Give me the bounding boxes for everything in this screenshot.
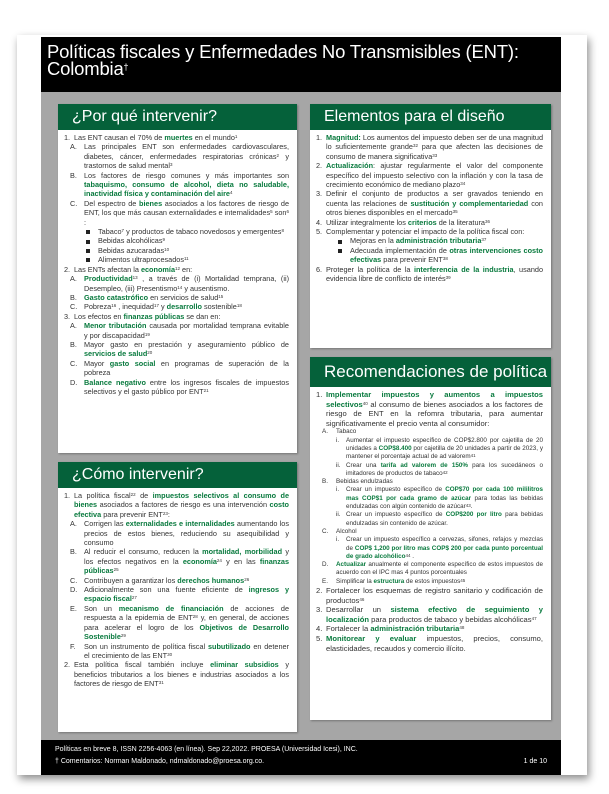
title-text: Políticas fiscales y Enfermedades No Transmisibles (ENT): Colombia	[47, 41, 519, 79]
body-text: Mayor gasto en prestación y aseguramiento público de	[84, 339, 289, 349]
footnote-ref: 14	[177, 284, 183, 290]
list-item	[316, 246, 543, 265]
section-body	[310, 387, 551, 657]
bullet-icon	[86, 246, 90, 255]
section-body	[310, 130, 551, 288]
document-footer	[41, 740, 561, 775]
bullet-icon	[86, 236, 90, 245]
body-text: Aumentar el impuesto específico de COP$2.800 por cajetilla de 20 unidades a	[346, 436, 543, 452]
body-text: Desarrollar un	[326, 605, 391, 615]
footnote-ref: 26	[244, 576, 250, 582]
highlight-text: subutilizado	[207, 641, 251, 651]
list-marker: ii.	[336, 511, 341, 519]
highlight-text: eliminar subsidios	[210, 660, 279, 670]
section-body	[58, 488, 297, 693]
list-item	[64, 171, 289, 199]
footnote-ref: 34	[460, 181, 466, 187]
list-marker: E.	[70, 603, 77, 613]
body-text: en el mundo	[192, 133, 235, 142]
bullet-icon	[338, 246, 342, 255]
section-heading: ¿Por qué intervenir?	[58, 104, 297, 130]
body-text: Utilizar integralmente los	[326, 217, 408, 227]
title-footnote-mark: †	[123, 62, 129, 72]
footnote-ref: 21	[203, 387, 209, 393]
footnote-ref: 13	[132, 275, 138, 281]
comments-contact: † Comentarios: Norman Maldonado, ndmaldonado@proesa.org.co.	[55, 758, 265, 765]
body-text: y beneficios tributarios a los bienes e industrias asociados a los factores de riesgo de ENT	[74, 660, 289, 689]
list-marker: B.	[322, 478, 328, 486]
body-text: Crear un impuesto específico de	[346, 486, 446, 494]
document-header	[41, 37, 561, 92]
body-text: Pobreza	[84, 302, 112, 312]
list-marker: 4.	[316, 217, 323, 227]
list-marker: 4.	[316, 624, 323, 634]
body-text: Las ENTs afectan la	[74, 264, 141, 274]
footnote-ref: 44	[405, 552, 411, 558]
footnote-ref: 36	[485, 218, 491, 224]
footnote-ref: 43	[465, 503, 471, 509]
footnote-ref: 32	[412, 143, 418, 149]
list-marker: C.	[70, 575, 78, 585]
list-marker: 1.	[316, 390, 323, 399]
citation-text: Políticas en breve 8, ISSN 2256-4063 (en línea). Sep 22,2022. PROESA (Universidad Icesi), INC.	[55, 746, 358, 753]
body-text: La política fiscal	[74, 491, 131, 500]
footnote-ref: 2	[276, 152, 279, 158]
section-heading: Recomendaciones de política	[310, 357, 551, 387]
list-marker: 2.	[64, 264, 71, 274]
list-item	[316, 478, 543, 486]
section-como-intervenir	[58, 462, 297, 732]
highlight-text: economía	[140, 264, 175, 274]
list-marker: E.	[322, 577, 328, 585]
body-text: entre los ingresos fiscales de impuestos selectivos y el gasto público por ENT	[84, 377, 289, 396]
highlight-text: gasto social	[109, 358, 156, 368]
body-text: Bebidas endulzadas	[336, 478, 393, 486]
body-text: en:	[180, 264, 193, 274]
highlight-text: Gasto catastrófico	[84, 292, 149, 302]
highlight-text: costo efectiva	[74, 500, 289, 519]
footnote-ref: 33	[432, 152, 438, 158]
body-text: Los factores de riesgo comunes y más importantes son	[84, 170, 289, 180]
list-item	[64, 576, 289, 585]
list-marker: 5.	[316, 633, 323, 643]
highlight-text: Balance negativo	[84, 377, 146, 387]
list-marker: 1.	[64, 133, 71, 142]
list-marker: A.	[322, 428, 328, 436]
footnote-ref: 3	[170, 162, 173, 168]
highlight-text: finanzas públicas	[84, 556, 290, 576]
highlight-text: COP$ 1,200 por litro mas COP$ 200 por cada punto porcentual de grado alcohólico	[346, 544, 543, 560]
list-marker: A.	[70, 142, 77, 152]
body-text: se dan en:	[184, 311, 221, 321]
footnote-ref: 46	[359, 596, 365, 602]
list-marker: A.	[70, 274, 77, 284]
footnote-ref: 11	[183, 256, 189, 262]
body-text: y	[158, 302, 167, 312]
list-item	[64, 359, 289, 378]
body-text: Proteger la política de la	[326, 264, 414, 274]
body-text: Corrigen las	[84, 519, 126, 529]
body-text: al consumo de bienes asociados a los factores de riesgo de ENT en la refomra tributaria, para aumentar significativamente el precio venta al consumidor:	[326, 399, 543, 428]
footnote-ref: 10	[164, 246, 170, 252]
body-text: Alcohol	[336, 527, 357, 535]
list-item	[64, 293, 289, 302]
body-text: por cajetilla de 20 unidades a partir de 2023, y mantener el porcentaje actual de ad valorem	[346, 444, 544, 461]
highlight-text: mecanismo de financiación	[118, 603, 224, 613]
bullet-icon	[338, 236, 342, 245]
footnote-ref: 35	[452, 209, 458, 215]
section-elementos-diseno	[310, 104, 551, 348]
highlight-text: derechos humanos	[177, 575, 245, 585]
highlight-text: tarifa ad valorem de 150%	[380, 461, 468, 469]
footnote-ref: 19	[144, 331, 150, 337]
highlight-text: sistema efectivo de seguimiento y localización	[326, 605, 543, 624]
list-item	[64, 199, 289, 227]
list-marker: B.	[70, 339, 77, 349]
body-text: anualmente el componente específico de estos impuestos de acuerdo con el IPC mas 4 puntos porcentuales	[336, 561, 543, 577]
list-item	[316, 536, 543, 561]
list-item	[316, 634, 543, 653]
list-marker: D.	[322, 561, 329, 569]
footnote-ref: 17	[153, 303, 159, 309]
list-item	[64, 519, 289, 547]
body-text: son	[272, 208, 287, 218]
list-item	[316, 528, 543, 536]
list-marker: 2.	[316, 161, 323, 171]
list-marker: C.	[322, 527, 329, 535]
highlight-text: finanzas públicas	[123, 311, 185, 321]
highlight-text: desarrollo	[166, 302, 202, 312]
body-text: asociados a factores de riesgo es una intervención	[97, 500, 270, 510]
footnote-ref: 27	[131, 595, 137, 601]
body-text: Definir el conjunto de productos a ser gravados teniendo en cuenta las relaciones de	[326, 189, 543, 208]
list-item	[64, 274, 289, 293]
footnote-ref: 40	[362, 400, 368, 406]
list-item	[64, 142, 289, 170]
list-item	[316, 486, 543, 511]
body-text: Simplificar la	[336, 577, 374, 585]
highlight-text: administración tributaria	[370, 624, 460, 634]
body-text: Tabaco	[98, 227, 122, 237]
body-text: .	[410, 552, 414, 560]
list-marker: A.	[70, 519, 77, 529]
footnote-ref: 31	[158, 680, 164, 686]
list-item	[316, 218, 543, 227]
list-marker: 5.	[316, 227, 323, 237]
page-number: 1 de 10	[523, 758, 547, 765]
body-text: Crear un impuesto específico a cervezas, sifones, refajos y mezclas de	[346, 536, 543, 552]
footnote-ref: 39	[445, 275, 451, 281]
body-text: Esta política fiscal también incluye	[74, 660, 211, 670]
body-text: , a través de (i) Mortalidad temprana, (ii) Desempleo, (iii) Presentismo	[84, 274, 289, 293]
body-text: Del espectro de	[84, 198, 140, 208]
body-text: Son un	[84, 603, 119, 613]
footnote-ref: 48	[459, 625, 465, 631]
list-item	[316, 586, 543, 605]
list-item	[316, 390, 543, 428]
body-text: para productos de tabaco y bebidas alcohólicas	[369, 614, 532, 624]
highlight-text: otras intervenciones costo efectivas	[350, 245, 543, 265]
body-text: y productos de tabaco novedosos y emergentes	[124, 227, 282, 237]
footnote-ref: 28	[192, 614, 198, 620]
list-item	[316, 428, 543, 436]
footnote-ref: 38	[442, 256, 448, 262]
highlight-text: externalidades e internalidades	[125, 519, 235, 529]
list-marker: 2.	[316, 586, 323, 596]
body-text: y en las	[221, 556, 260, 566]
highlight-text: Actualización	[326, 161, 374, 171]
body-text: de la literatura	[436, 217, 485, 227]
footnote-ref: 4	[230, 190, 233, 196]
body-text: para todas las bebidas endulzadas con algún contenido de azúcar	[346, 494, 543, 511]
body-text: en programas de superación de la pobreza	[84, 358, 289, 378]
body-text: Al reducir el consumo, reducen la	[84, 547, 203, 557]
footnote-ref: 29	[120, 633, 126, 639]
list-item	[64, 312, 289, 321]
list-marker: B.	[70, 547, 77, 557]
footnote-ref: 42	[442, 469, 448, 475]
list-marker: D.	[70, 585, 78, 595]
list-marker: ii.	[336, 461, 341, 469]
highlight-text: Menor tributación	[84, 321, 147, 331]
highlight-text: tabaquismo, consumo de alcohol, dieta no saludable, inactividad física y contaminación del aire	[84, 180, 289, 199]
list-item	[316, 624, 543, 634]
list-marker: B.	[70, 292, 77, 302]
body-text: en detener el crecimiento de las ENT	[84, 641, 289, 660]
list-marker: i.	[336, 436, 340, 444]
list-item	[64, 660, 289, 688]
list-item	[64, 302, 289, 311]
highlight-text: ingresos y espacio fiscal	[84, 585, 290, 604]
footnote-ref: 12	[175, 265, 181, 271]
list-marker: 3.	[64, 311, 71, 321]
footnote-ref: 9	[162, 237, 166, 243]
body-text: Las principales ENT son enfermedades cardiovasculares, diabetes, cáncer, enfermedades respiratorias crónicas	[84, 142, 289, 161]
list-item	[64, 491, 289, 519]
list-item	[316, 265, 543, 284]
list-item	[64, 585, 289, 604]
highlight-text: Implementar impuestos y aumentos a impuestos selectivos	[326, 390, 543, 409]
footnote-ref: 37	[481, 237, 487, 243]
highlight-text: Monitorear y evaluar	[326, 633, 417, 643]
body-text: Bebidas alcohólicas	[98, 236, 163, 246]
body-text: y los efectos negativos en la	[84, 547, 289, 566]
section-por-que-intervenir	[58, 104, 297, 453]
body-text: Las ENT causan el 70% de	[74, 133, 165, 142]
highlight-text: criterios	[407, 217, 437, 227]
list-item	[64, 547, 289, 575]
list-item	[64, 133, 289, 142]
body-text: impuestos, precios, consumo, elasticidades, recaudos y comercio ilícito.	[326, 633, 543, 653]
body-text: :	[167, 509, 170, 519]
highlight-text: COP$200 por litro	[445, 511, 502, 519]
list-item	[64, 246, 289, 255]
list-item	[316, 227, 543, 236]
highlight-text: economía	[182, 556, 217, 566]
body-text: Mejoras en la	[350, 236, 396, 246]
body-text: Tabaco	[336, 428, 357, 436]
list-item	[64, 255, 289, 264]
section-recomendaciones	[310, 357, 551, 720]
list-marker: F.	[70, 641, 76, 651]
list-marker: A.	[70, 321, 77, 331]
footnote-ref: 7	[121, 228, 125, 234]
footnote-ref: 6	[286, 209, 289, 215]
body-text: asociados a los factores de riesgo de ENT, los que más causan externalidades e internalidades	[84, 198, 290, 218]
list-marker: 3.	[316, 605, 323, 615]
footnote-ref: 41	[470, 453, 476, 459]
list-item	[316, 189, 543, 217]
footnote-ref: 8	[281, 228, 284, 234]
body-text: causada por mortalidad temprana evitable y por discapacidad	[84, 321, 289, 340]
body-text: de	[135, 491, 153, 500]
highlight-text: Actualizar	[336, 561, 367, 569]
body-text: Los efectos en	[74, 311, 124, 321]
list-item	[316, 561, 543, 578]
body-text: Bebidas azucaradas	[98, 245, 165, 255]
section-heading: Elementos para el diseño	[310, 104, 551, 130]
highlight-text: COP$8.400	[378, 444, 412, 452]
body-text: Adicionalmente son una fuente eficiente de	[84, 585, 249, 595]
footnote-ref: 15	[218, 293, 224, 299]
body-text: aumentando los precios de estos bienes, reduciendo su asequibilidad y consumo	[84, 519, 289, 548]
body-text: y, en general, de acciones para acelerar el logro de los	[84, 613, 289, 632]
highlight-text: estructura	[373, 577, 405, 585]
footnote-ref: 1	[234, 134, 238, 139]
body-text: Fortalecer los esquemas de registro sanitario y codificación de productos	[326, 586, 543, 605]
list-marker: 3.	[316, 189, 323, 199]
list-item	[316, 161, 543, 189]
highlight-text: mortalidad, morbilidad	[202, 547, 283, 557]
body-text: Adecuada implementación de	[350, 245, 450, 255]
highlight-text: Magnitud:	[326, 133, 361, 142]
body-text: : ajustar regularmente el valor del componente específico del impuesto selectivo con la inflación y con la tasa de crecimiento económico de mediano plazo	[326, 161, 543, 190]
body-text: Complementar y potenciar el impacto de la política fiscal con:	[326, 227, 525, 237]
section-body	[58, 130, 297, 400]
list-item	[64, 265, 289, 274]
list-marker: B.	[70, 170, 77, 180]
body-text: en servicios de salud	[148, 292, 219, 302]
list-marker: C.	[70, 302, 78, 312]
highlight-text: muertes	[164, 133, 193, 142]
list-item	[64, 227, 289, 236]
list-item	[316, 605, 543, 624]
body-text: para bebidas endulzadas sin contenido de azúcar.	[346, 511, 543, 527]
body-text: , usando evidencia libre de conflicto de interés	[326, 264, 543, 284]
list-item	[64, 378, 289, 397]
page-title	[41, 37, 561, 77]
list-marker: 1.	[64, 491, 71, 500]
highlight-text: interferencia de la industria	[413, 264, 514, 274]
list-item	[316, 462, 543, 479]
list-item	[316, 133, 543, 161]
bullet-icon	[86, 255, 90, 264]
body-text: y ausentismo.	[182, 283, 230, 293]
footnote-ref: 45	[460, 577, 466, 583]
body-text: :	[84, 217, 87, 227]
bullet-icon	[86, 227, 90, 236]
body-text: con otros bienes disponibles en el mercado	[326, 198, 543, 218]
list-item	[64, 236, 289, 245]
footnote-ref: 47	[531, 615, 537, 621]
body-text: Crear un impuesto específico de	[346, 511, 446, 519]
highlight-text: servicios de salud	[84, 349, 148, 359]
body-text: Los aumentos del impuesto deben ser de una magnitud lo suficientemente grande	[326, 133, 543, 152]
list-item	[64, 340, 289, 359]
body-text: Son un instrumento de política fiscal	[84, 641, 208, 651]
body-text: para que afecten las decisiones de consumo de manera significativa	[326, 142, 543, 161]
list-marker: 2.	[64, 660, 71, 670]
body-text: , inequidad	[116, 302, 154, 312]
body-text: Crear una	[346, 461, 381, 469]
highlight-text: COP$70 por cada 100 mililitros mas COP$1 por cada gramo de azúcar	[346, 486, 543, 502]
body-text: sostenible	[201, 302, 237, 312]
list-marker: 1.	[316, 133, 323, 142]
footnote-ref: 23	[162, 510, 168, 516]
footnote-ref: 24	[216, 557, 222, 563]
list-marker: D.	[70, 377, 78, 387]
footnote-ref: 18	[236, 303, 242, 309]
body-text: .	[470, 503, 473, 511]
highlight-text: administración tributaria	[395, 236, 482, 246]
list-item	[64, 321, 289, 340]
footnote-ref: 16	[111, 303, 117, 309]
list-item	[316, 437, 543, 462]
body-text: de estos impuestos	[404, 577, 461, 585]
body-text: Alimentos ultraprocesados	[98, 255, 184, 265]
body-text: Fortalecer la	[326, 624, 371, 634]
body-text: Contribuyen a garantizar los	[84, 575, 178, 585]
list-item	[316, 511, 543, 528]
highlight-text: sustitución y complementariedad	[410, 198, 529, 208]
highlight-text: impuestos selectivos al consumo de bienes	[74, 491, 289, 510]
list-marker: i.	[336, 536, 340, 544]
footnote-ref: 22	[130, 492, 136, 497]
body-text: de acciones de respuesta a la epidemia de ENT	[84, 603, 290, 623]
list-item	[316, 236, 543, 245]
footnote-ref: 25	[113, 567, 119, 573]
list-item	[64, 604, 289, 642]
list-marker: C.	[70, 198, 78, 208]
list-marker: i.	[336, 486, 340, 494]
list-marker: C.	[70, 358, 78, 368]
body-text: Mayor	[84, 358, 110, 368]
body-text: para prevenir ENT	[101, 509, 163, 519]
list-marker: 6.	[316, 264, 323, 274]
section-heading: ¿Cómo intervenir?	[58, 462, 297, 488]
body-text: para los sucedáneos o imitadores de productos de tabaco	[346, 461, 543, 477]
body-text: y trastornos de salud mental	[84, 151, 289, 171]
body-text: para prevenir ENT	[381, 255, 443, 265]
footnote-ref: 20	[147, 350, 153, 356]
highlight-text: Objetivos de Desarrollo Sostenible	[84, 622, 289, 642]
highlight-text: Productividad	[84, 274, 133, 284]
list-item	[64, 642, 289, 661]
highlight-text: bienes	[139, 198, 163, 208]
list-item	[316, 578, 543, 586]
footnote-ref: 5	[270, 209, 273, 215]
footnote-ref: 30	[167, 651, 173, 657]
